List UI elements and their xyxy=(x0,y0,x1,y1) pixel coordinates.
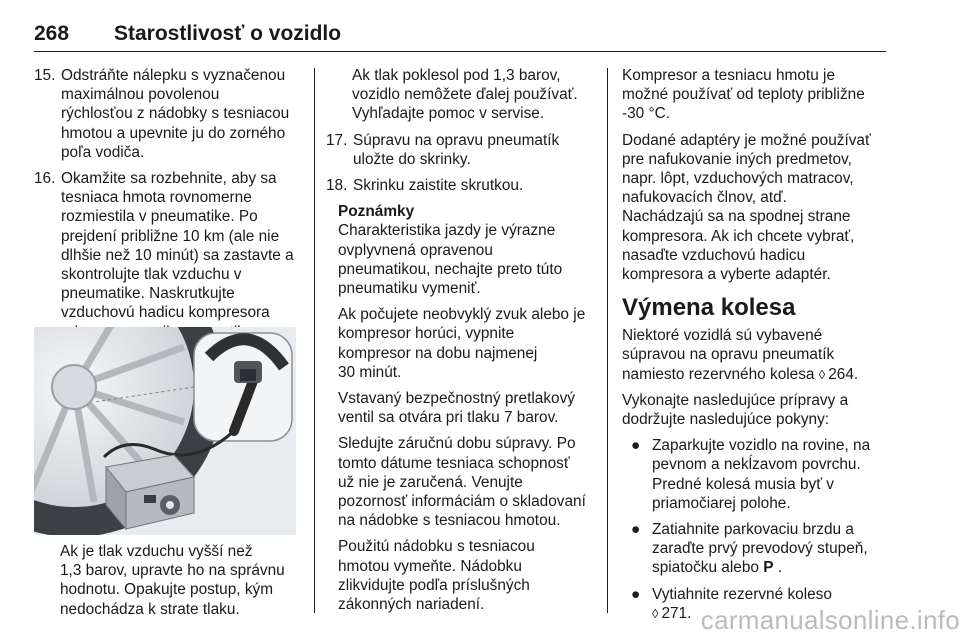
text-line: pneumatikou, nechajte preto túto xyxy=(338,260,563,278)
text-line: maximálnou povolenou xyxy=(61,86,220,104)
text-line: Ak je tlak vzduchu vyšší než xyxy=(60,543,253,560)
text-line: pozornosť informáciám o skladovaní xyxy=(338,493,586,511)
text-line: tesniaca hmota rovnomerne xyxy=(61,189,252,207)
text-line: dodržujte nasledujúce pokyny: xyxy=(622,411,830,429)
step-text xyxy=(61,169,302,342)
text-line: pre nafukovanie iných predmetov, xyxy=(622,150,852,168)
text-line: Vytiahnite rezervné koleso xyxy=(652,585,832,603)
note-paragraph xyxy=(338,305,596,382)
text-line: -30 °C. xyxy=(622,105,671,123)
text-line: už nie je zaručená. Venujte xyxy=(338,473,523,491)
text-line: poľa vodiča. xyxy=(61,143,145,161)
step-16-continued xyxy=(326,66,596,124)
text-line: Dodané adaptéry je možné používať xyxy=(622,131,871,149)
text-line: hodnotu. Opakujte postup, kým xyxy=(60,581,274,599)
bullet-icon: ● xyxy=(631,585,641,603)
text-fragment: spiatočku alebo xyxy=(652,559,759,577)
column-divider xyxy=(314,68,315,613)
text-line: prejdení približne 10 km (ale nie xyxy=(61,227,280,245)
text-line: rýchlosťou z nádobky s tesniacou xyxy=(61,105,290,123)
text-line: pneumatiku vymeniť. xyxy=(338,280,481,298)
step-text xyxy=(61,66,302,162)
text-line: Zaparkujte vozidlo na rovine, na xyxy=(652,437,871,455)
text-line: Odstráňte nálepku s vyznačenou xyxy=(61,67,286,84)
text-line: hmotou vymeňte. Nádobku xyxy=(338,557,522,575)
bullet-item xyxy=(622,520,894,578)
text-line: Niektoré vozidlá sú vybavené xyxy=(622,327,823,345)
page-reference-icon: ◊ xyxy=(818,366,826,382)
text-line: Použitú nádobku s tesniacou xyxy=(338,538,535,556)
text-line xyxy=(622,365,894,384)
page-reference[interactable]: 264. xyxy=(828,365,859,383)
text-line: zlikvidujte podľa príslušných xyxy=(338,576,530,594)
text-line: dlhšie než 10 minút) sa zastavte a xyxy=(61,246,294,264)
text-line: Ak počujete neobvyklý zvuk alebo je xyxy=(338,306,586,324)
text-line: kompresor horúci, vypnite xyxy=(338,325,515,343)
compressor-illustration xyxy=(34,327,296,535)
text-line: rozmiestila v pneumatike. Po xyxy=(61,208,258,226)
text-line: nasaďte vzduchovú hadicu xyxy=(622,246,806,264)
step-17 xyxy=(326,131,596,169)
text-line: kompresora a vyberte adaptér. xyxy=(622,266,831,284)
bullet-item xyxy=(622,436,894,513)
text-line: tomto dátume tesniaca schopnosť xyxy=(338,454,570,472)
text-line: Vykonajte nasledujúce prípravy a xyxy=(622,391,849,409)
text-line xyxy=(652,558,894,577)
column-3 xyxy=(622,66,894,630)
wheel-compressor-drawing xyxy=(34,327,296,535)
paragraph xyxy=(622,66,894,124)
text-line: Sledujte záručnú dobu súpravy. Po xyxy=(338,435,576,453)
gear-key-label: P xyxy=(763,559,774,577)
text-line: hmotou a upevnite ju do zorného xyxy=(61,124,286,142)
text-line: zaraďte prvý prevodový stupeň, xyxy=(652,540,868,558)
note-paragraph xyxy=(338,537,596,614)
text-line: skontrolujte tlak vzduchu v xyxy=(61,266,242,284)
illustration-caption xyxy=(60,542,310,619)
text-line: ventil sa otvára pri tlaku 7 barov. xyxy=(338,409,559,427)
step-number: 17. xyxy=(326,131,348,149)
text-line: na nádobke s tesniacou hmotou. xyxy=(338,512,561,530)
step-18 xyxy=(326,176,596,195)
bullet-icon: ● xyxy=(631,521,641,539)
note-heading: Poznámky xyxy=(338,203,415,221)
step-number: 16. xyxy=(34,170,56,188)
text-line: súpravou na opravu pneumatík xyxy=(622,346,835,364)
text-line: kompresora. Ak ich chcete vybrať, xyxy=(622,227,855,245)
text-fragment: namiesto rezervného kolesa xyxy=(622,365,815,383)
text-line: Skrinku zaistite skrutkou. xyxy=(353,177,524,195)
text-line: Okamžite sa rozbehnite, aby sa xyxy=(61,170,277,188)
text-line: pneumatike. Naskrutkujte xyxy=(61,285,235,303)
text-line: Súpravu na opravu pneumatík xyxy=(353,131,560,149)
text-fragment: . xyxy=(777,559,783,577)
column-divider xyxy=(607,68,608,613)
section-heading: Výmena kolesa xyxy=(622,294,796,322)
text-line: zákonných nariadení. xyxy=(338,596,485,614)
page-reference[interactable]: 271. xyxy=(661,604,692,622)
text-line: Zatiahnite parkovaciu brzdu a xyxy=(652,521,854,539)
text-line: Ak tlak poklesol pod 1,3 barov, xyxy=(352,67,561,84)
paragraph xyxy=(622,131,894,285)
text-line: 1,3 barov, upravte ho na správnu xyxy=(60,562,285,580)
text-line: Vyhľadajte pomoc v servise. xyxy=(352,105,545,123)
step-16 xyxy=(34,169,302,342)
text-line: Nachádzajú sa na spodnej strane xyxy=(622,208,851,226)
step-number: 18. xyxy=(326,177,348,195)
watermark: carmanualsonline.info xyxy=(700,605,960,635)
text-line: vozidlo nemôžete ďalej používať. xyxy=(352,86,578,104)
text-line: uložte do skrinky. xyxy=(353,150,471,168)
text-line: kompresor na dobu najmenej xyxy=(338,344,538,362)
page-reference-icon: ◊ xyxy=(652,605,659,621)
section-title: Starostlivosť o vozidlo xyxy=(114,22,342,45)
step-text xyxy=(353,176,596,195)
page-header xyxy=(34,18,886,52)
step-number: 15. xyxy=(34,67,56,84)
step-15 xyxy=(34,66,302,162)
note-paragraph xyxy=(338,389,596,427)
step-text xyxy=(353,131,596,169)
paragraph xyxy=(622,326,894,384)
text-line: vzduchovú hadicu kompresora xyxy=(61,304,270,322)
note-paragraph xyxy=(338,221,596,298)
note-block xyxy=(326,202,596,614)
text-line: možné používať od teploty približne xyxy=(622,86,865,104)
text-line: nedochádza k strate tlaku. xyxy=(60,600,240,618)
text-line: 30 minút. xyxy=(338,363,402,381)
text-line: Charakteristika jazdy je výrazne xyxy=(338,222,556,240)
column-2 xyxy=(326,66,596,621)
text-line: Predné kolesá musia byť v xyxy=(652,475,834,493)
text-line: Kompresor a tesniacu hmotu je xyxy=(622,67,836,84)
text-line: napr. lôpt, vzduchových matracov, xyxy=(622,170,854,188)
note-paragraph xyxy=(338,434,596,530)
column-1 xyxy=(34,66,302,349)
text-line: priamočiarej polohe. xyxy=(652,494,791,512)
text-line: nafukovacích člnov, atď. xyxy=(622,189,787,207)
text-line: ovplyvnená opravenou xyxy=(338,241,493,259)
text-line: pevnom a nekĺzavom povrchu. xyxy=(652,456,861,474)
bullet-icon: ● xyxy=(631,437,641,455)
paragraph xyxy=(622,391,894,429)
text-line: Vstavaný bezpečnostný pretlakový xyxy=(338,390,575,408)
page-number: 268 xyxy=(34,22,70,45)
